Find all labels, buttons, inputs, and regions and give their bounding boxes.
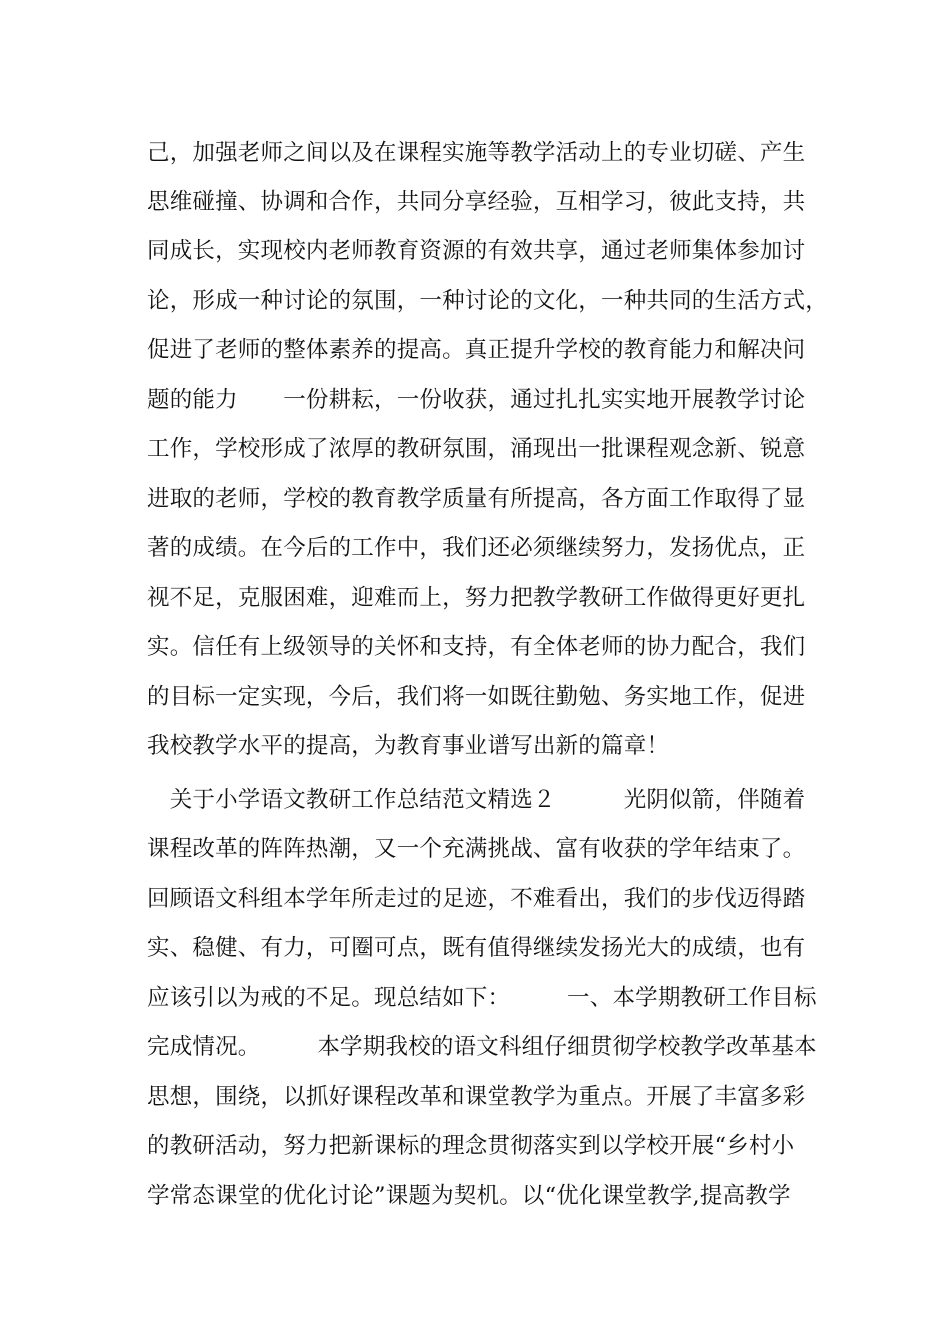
body-text-line: 己，加强老师之间以及在课程实施等教学活动上的专业切磋、产生 [147, 140, 806, 166]
body-text-line: 我校教学水平的提高，为教育事业谱写出新的篇章！ [147, 733, 670, 759]
body-text-line: 进取的老师，学校的教育教学质量有所提高，各方面工作取得了显 [147, 486, 806, 512]
body-text-line: 课程改革的阵阵热潮，又一个充满挑战、富有收获的学年结束了。 [147, 836, 806, 862]
body-text-line: 促进了老师的整体素养的提高。真正提升学校的教育能力和解决问 [147, 337, 806, 363]
body-text-line: 实。信任有上级领导的关怀和支持，有全体老师的协力配合，我们 [147, 634, 806, 660]
body-text-line: 工作，学校形成了浓厚的教研氛围，涌现出一批课程观念新、锐意 [147, 436, 806, 462]
body-text-line: 视不足，克服困难，迎难而上，努力把教学教研工作做得更好更扎 [147, 585, 806, 611]
body-text-line: 学常态课堂的优化讨论”课题为契机。以“优化课堂教学,提高教学 [147, 1183, 791, 1209]
body-text-line: 论，形成一种讨论的氛围，一种讨论的文化，一种共同的生活方式， [147, 288, 829, 314]
body-text-line: 思维碰撞、协调和合作，共同分享经验，互相学习，彼此支持，共 [147, 189, 806, 215]
body-text-line: 的教研活动，努力把新课标的理念贯彻落实到以学校开展“乡村小 [147, 1133, 795, 1159]
body-text-line: 回顾语文科组本学年所走过的足迹，不难看出，我们的步伐迈得踏 [147, 886, 806, 912]
body-text-line: 实、稳健、有力，可圈可点，既有值得继续发扬光大的成绩，也有 [147, 935, 806, 961]
body-text-line: 思想，围绕，以抓好课程改革和课堂教学为重点。开展了丰富多彩 [147, 1084, 806, 1110]
body-text-line: 同成长，实现校内老师教育资源的有效共享，通过老师集体参加讨 [147, 238, 806, 264]
body-text-line: 著的成绩。在今后的工作中，我们还必须继续努力，发扬优点，正 [147, 535, 806, 561]
body-text-line: 的目标一定实现，今后，我们将一如既往勤勉、务实地工作，促进 [147, 684, 806, 710]
body-text-line: 题的能力 一份耕耘，一份收获，通过扎扎实实地开展教学讨论 [147, 387, 806, 413]
body-text-line: 应该引以为戒的不足。现总结如下： 一、本学期教研工作目标 [147, 985, 817, 1011]
body-text-line: 完成情况。 本学期我校的语文科组仔细贯彻学校教学改革基本 [147, 1034, 817, 1060]
section-heading-line: 关于小学语文教研工作总结范文精选２ 光阴似箭，伴随着 [147, 787, 806, 813]
